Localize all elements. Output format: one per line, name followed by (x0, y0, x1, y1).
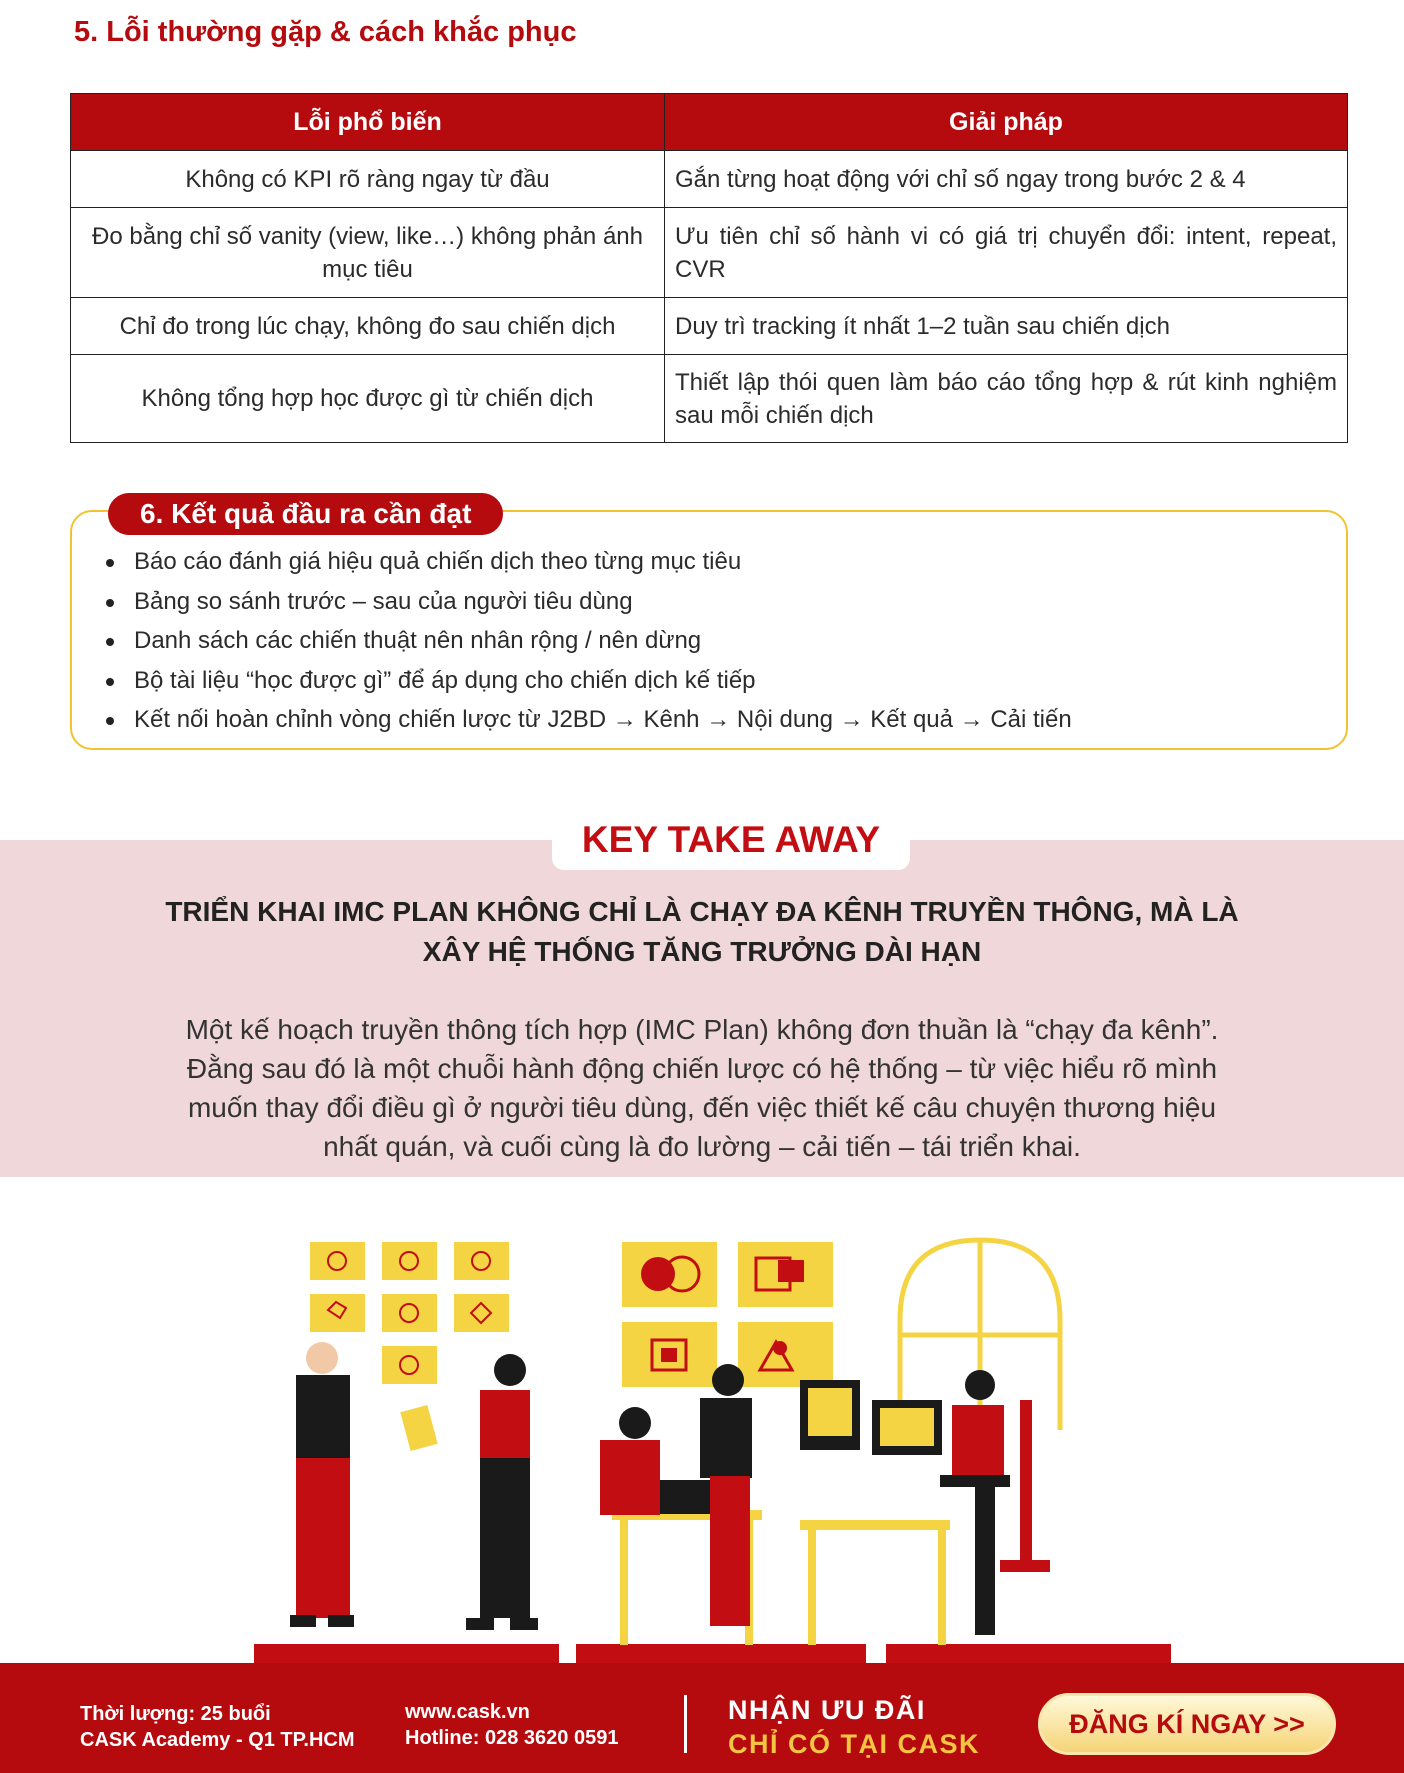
results-list (104, 545, 1072, 743)
location-text: CASK Academy - Q1 TP.HCM (80, 1729, 355, 1751)
solution-cell: Duy trì tracking ít nhất 1–2 tuần sau chiến dịch (665, 298, 1348, 355)
website-link[interactable]: www.cask.vn (405, 1701, 530, 1723)
error-cell: Không tổng hợp học được gì từ chiến dịch (71, 355, 665, 443)
table-row (71, 208, 1348, 298)
body-line: nhất quán, và cuối cùng là đo lường – cải tiến – tái triển khai. (323, 1131, 1081, 1162)
team-illustration (240, 1230, 1180, 1670)
body-line: Một kế hoạch truyền thông tích hợp (IMC Plan) không đơn thuần là “chạy đa kênh”. (185, 1014, 1219, 1045)
section-6-title: 6. Kết quả đầu ra cần đạt (108, 493, 503, 535)
section-5-title: 5. Lỗi thường gặp & cách khắc phục (74, 16, 577, 48)
table-row (71, 151, 1348, 208)
footer-banner (0, 1663, 1404, 1773)
register-button[interactable]: ĐĂNG KÍ NGAY >> (1038, 1693, 1336, 1755)
hotline-text: Hotline: 028 3620 0591 (405, 1727, 619, 1749)
column-header-errors: Lỗi phổ biến (71, 94, 665, 151)
body-line: muốn thay đổi điều gì ở người tiêu dùng, đến việc thiết kế câu chuyện thương hiệu (187, 1092, 1217, 1123)
duration-text: Thời lượng: 25 buổi (80, 1703, 271, 1725)
solution-cell: Gắn từng hoạt động với chỉ số ngay trong bước 2 & 4 (665, 151, 1348, 208)
error-cell: Đo bằng chỉ số vanity (view, like…) không phản ánh mục tiêu (71, 208, 665, 298)
footer-course-info (80, 1701, 355, 1753)
footer-divider (684, 1695, 687, 1753)
offer-text (728, 1693, 980, 1761)
offer-line: CHỈ CÓ TẠI CASK (728, 1729, 980, 1759)
key-take-away-body (110, 1010, 1294, 1166)
list-item: Kết nối hoàn chỉnh vòng chiến lược từ J2BD → Kênh → Nội dung → Kết quả → Cải tiến (104, 703, 1072, 743)
errors-table (70, 93, 1348, 443)
key-take-away-heading (100, 892, 1304, 972)
table-row (71, 298, 1348, 355)
column-header-solutions: Giải pháp (665, 94, 1348, 151)
offer-line: NHẬN ƯU ĐÃI (728, 1695, 926, 1725)
solution-cell: Thiết lập thói quen làm báo cáo tổng hợp & rút kinh nghiệm sau mỗi chiến dịch (665, 355, 1348, 443)
list-item: Bộ tài liệu “học được gì” để áp dụng cho chiến dịch kế tiếp (104, 664, 1072, 704)
key-take-away-label: KEY TAKE AWAY (552, 808, 910, 870)
error-cell: Không có KPI rõ ràng ngay từ đầu (71, 151, 665, 208)
table-row (71, 355, 1348, 443)
error-cell: Chỉ đo trong lúc chạy, không đo sau chiến dịch (71, 298, 665, 355)
list-item: Báo cáo đánh giá hiệu quả chiến dịch theo từng mục tiêu (104, 545, 1072, 585)
footer-contact (405, 1699, 618, 1751)
heading-line: TRIỂN KHAI IMC PLAN KHÔNG CHỈ LÀ CHẠY ĐA KÊNH TRUYỀN THÔNG, MÀ LÀ (165, 896, 1239, 927)
heading-line: XÂY HỆ THỐNG TĂNG TRƯỞNG DÀI HẠN (422, 936, 982, 967)
list-item: Bảng so sánh trước – sau của người tiêu dùng (104, 585, 1072, 625)
body-line: Đằng sau đó là một chuỗi hành động chiến lược có hệ thống – từ việc hiểu rõ mình (186, 1053, 1218, 1084)
list-item: Danh sách các chiến thuật nên nhân rộng / nên dừng (104, 624, 1072, 664)
solution-cell: Ưu tiên chỉ số hành vi có giá trị chuyển đổi: intent, repeat, CVR (665, 208, 1348, 298)
